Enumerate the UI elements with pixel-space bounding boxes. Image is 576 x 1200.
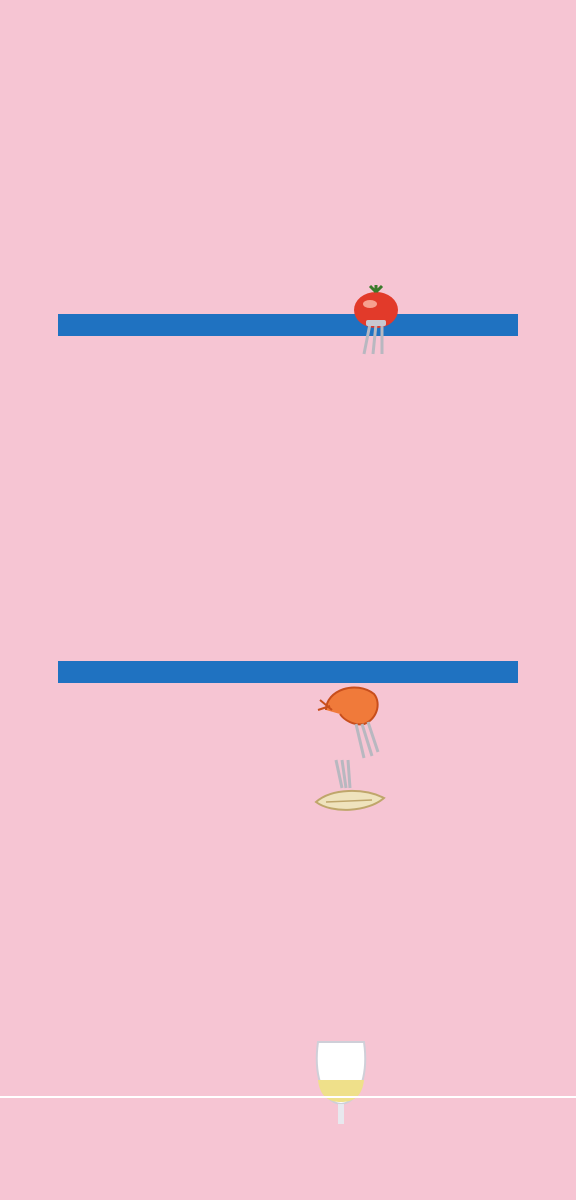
bottom-chain-border — [0, 1110, 576, 1170]
tomato-fork-illustration — [348, 284, 404, 356]
fish-fork-illustration — [312, 758, 388, 816]
top-chain-border — [0, 14, 576, 74]
secondi-header-bar — [58, 661, 518, 683]
footer-divider — [0, 1096, 576, 1098]
salse-header-bar — [58, 314, 518, 336]
shrimp-fork-illustration — [316, 680, 386, 760]
